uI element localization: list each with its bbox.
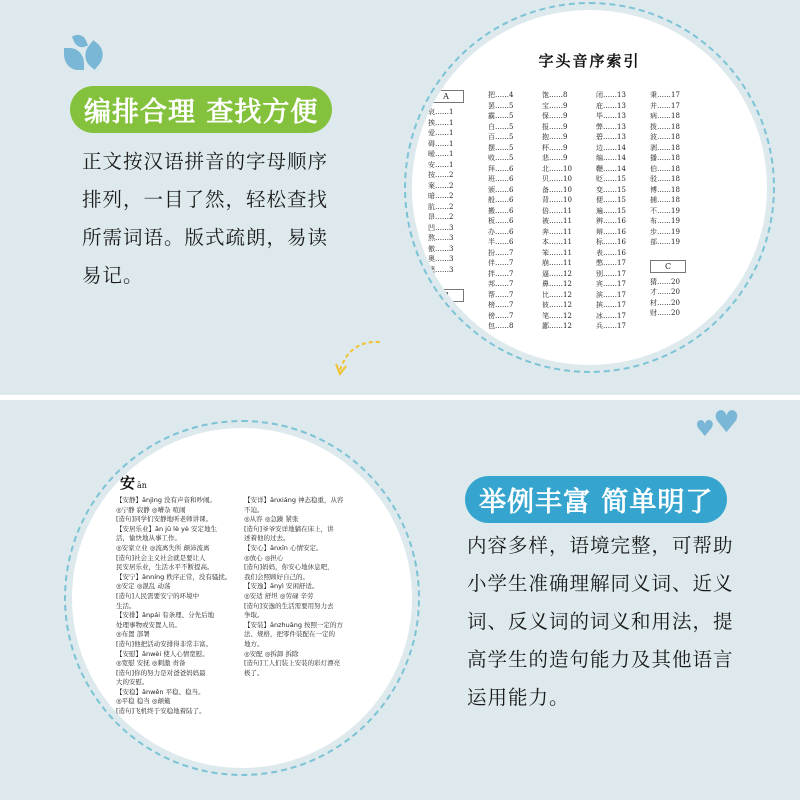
index-entry: 般……6: [488, 196, 514, 204]
index-entry: 爱……1: [428, 129, 454, 137]
entry-page-sample: [72, 428, 412, 768]
index-entry: 辩……16: [596, 227, 626, 236]
index-letter-header: B: [428, 289, 464, 302]
entry-line: ◎安配 ◎拆卸 拆除: [244, 649, 299, 658]
index-entry: 剥……18: [650, 143, 680, 152]
entry-line: 极了。: [244, 668, 264, 677]
entry-line: [造句]同学们安静地听老师讲课。: [116, 515, 213, 524]
index-entry: 播……18: [650, 154, 680, 162]
index-page-title: 字头音序索引: [538, 52, 641, 70]
entry-line: 【安逸】ānyì 安闲舒适。: [244, 582, 319, 591]
entry-line: 争取。: [244, 611, 264, 620]
index-letter-header: A: [428, 90, 464, 103]
index-entry: 步……19: [650, 227, 680, 236]
entry-line: 法、规格，把零件装配在一定的: [244, 630, 335, 639]
index-entry: 贬……15: [596, 175, 626, 183]
index-entry: 办……6: [488, 227, 514, 236]
index-entry: 败……5: [488, 154, 514, 162]
index-entry: 弊……13: [596, 122, 626, 131]
index-entry: 拌……7: [488, 269, 514, 278]
entry-line: 【安宁】ānníng 秩序正常，没有骚扰。: [116, 572, 232, 581]
index-entry: 宾……17: [596, 280, 626, 288]
index-entry: 搬……6: [488, 206, 514, 215]
index-entry: 边……14: [596, 143, 626, 152]
index-entry: 鞭……14: [596, 164, 626, 173]
entry-line: [造句]飞机终于安稳地着陆了。: [116, 707, 206, 716]
index-entry: 宝……9: [542, 101, 568, 110]
entry-line: ◎安家立业 ◎流离失所 颠沛流离: [116, 543, 210, 552]
index-entry: 材……20: [650, 298, 680, 307]
index-entry: 布……19: [650, 217, 680, 225]
entry-line: ◎平稳 稳当 ◎颠簸: [116, 697, 171, 706]
index-entry: 不……19: [650, 206, 680, 215]
entry-line: [造句]安逸的生活需要用努力去: [244, 601, 334, 610]
index-entry: 崩……11: [542, 259, 572, 267]
index-entry: 暗……2: [428, 192, 454, 200]
index-entry: 博……18: [650, 185, 680, 194]
index-entry: 冰……17: [596, 311, 626, 320]
arrow-decoration-icon: [330, 330, 390, 380]
index-entry: 奔……11: [542, 227, 572, 236]
heart-decoration-icon-large: ♥: [713, 405, 740, 440]
entry-line: [造句]工人们装上安装的彩灯漂亮: [244, 659, 341, 668]
index-entry: 凹……3: [428, 223, 454, 232]
entry-line: 我们会照顾好自己的。: [244, 572, 309, 581]
index-entry: 杯……9: [542, 143, 568, 152]
index-entry: 暧……1: [428, 150, 454, 158]
index-entry: 邦……7: [488, 280, 514, 288]
index-entry: 白……5: [488, 122, 514, 131]
entry-headword-pinyin: ān: [137, 481, 147, 490]
feature-description-examples: 内容多样，语境完整，可帮助小学生准确理解同义词、近义词、反义词的词义和用法，提高学生的造句能力及其他语言运用能力。: [467, 534, 734, 709]
index-entry: 被……11: [542, 217, 572, 225]
entry-line: ◎宁静 寂静 ◎嘈杂 喧闹: [116, 505, 186, 514]
index-entry: 拨……18: [650, 122, 680, 131]
index-entry: 包……8: [488, 322, 514, 330]
index-entry: 笨……11: [542, 248, 572, 257]
index-entry: 庇……13: [596, 101, 626, 110]
index-entry: 懊……3: [428, 265, 454, 274]
index-entry: 鄙……12: [542, 322, 572, 330]
index-entry: 猜……20: [650, 277, 680, 286]
index-column-3: [542, 90, 572, 332]
index-entry: 榜……7: [488, 301, 514, 309]
index-entry: 标……16: [596, 238, 626, 246]
index-entry: 半……6: [488, 238, 514, 246]
index-entry: 备……10: [542, 185, 572, 194]
index-entry: 安……1: [428, 160, 454, 169]
entry-line: 生活。: [116, 601, 136, 610]
leaf-decoration-icon: [60, 34, 110, 74]
index-entry: 按……2: [428, 171, 454, 179]
index-entry: 彼……12: [542, 301, 572, 309]
index-entry: 哀……1: [428, 108, 454, 116]
index-entry: 驳……18: [650, 175, 680, 183]
index-entry: 贝……10: [542, 175, 572, 183]
index-entry: 肮……2: [428, 202, 454, 211]
index-entry: 霸……5: [488, 112, 514, 120]
index-entry: 部……19: [650, 238, 680, 246]
index-entry: 憋……17: [596, 259, 626, 267]
index-entry: 并……17: [650, 101, 680, 110]
index-entry: 饱……8: [542, 91, 568, 99]
entry-line: [造句]妈妈，你安心地休息吧，: [244, 563, 334, 572]
entry-line: 民安居乐业，生活水平不断提高。: [116, 563, 214, 572]
entry-line: ◎安定 ◎混乱 动荡: [116, 582, 171, 591]
index-entry: 秉……17: [650, 91, 680, 99]
index-entry: 碧……13: [596, 133, 626, 141]
index-entry: 班……6: [488, 175, 514, 183]
index-entry: 笔……12: [542, 311, 572, 320]
entry-line: 述着他的过去。: [244, 534, 290, 543]
index-entry: 逼……12: [542, 269, 572, 278]
index-entry: 变……15: [596, 185, 626, 194]
index-entry: 本……11: [542, 238, 572, 246]
index-entry: 挨……1: [428, 118, 454, 127]
index-entry: 拜……6: [488, 164, 514, 173]
entry-line: 【安排】ānpái 有条理、分先后地: [116, 611, 215, 620]
index-entry: 便……15: [596, 196, 626, 204]
index-entry: 摈……17: [596, 301, 626, 309]
entry-line: [造句]你的努力是对爸爸妈妈最: [116, 668, 206, 677]
entry-line: [造句]爷爷安详地躺在床上，讲: [244, 524, 334, 533]
index-entry: 颁……6: [488, 185, 514, 194]
entry-column-left: [116, 496, 231, 717]
index-entry: 伴……7: [488, 259, 514, 267]
index-entry: 熬……3: [428, 234, 454, 242]
index-column-1: [428, 88, 464, 306]
entry-line: 处理事物或安置人员。: [116, 620, 181, 629]
entry-line: [造句]人民需要安宁的环境中: [116, 591, 200, 600]
index-entry: 扮……7: [488, 248, 514, 257]
entry-line: 活，愉快地从事工作。: [116, 534, 181, 543]
index-entry: 板……6: [488, 217, 514, 225]
index-entry: 碍……1: [428, 139, 454, 148]
index-entry: 毕……13: [596, 112, 626, 120]
index-entry: 编……14: [596, 154, 626, 162]
entry-line: [造句]他把活动安排得非常丰富。: [116, 639, 213, 648]
entry-line: 地方。: [244, 639, 264, 648]
index-entry: 罢……5: [488, 101, 514, 110]
index-entry: 帮……7: [488, 290, 514, 299]
feature-badge-examples: 举例丰富 简单明了: [465, 476, 727, 523]
index-entry: 报……9: [542, 122, 568, 131]
entry-line: ◎布置 部署: [116, 630, 150, 639]
index-entry: 波……18: [650, 133, 680, 141]
feature-badge-layout: 编排合理 查找方便: [70, 86, 332, 133]
heart-decoration-icon: ♥: [695, 417, 715, 442]
entry-line: 【安装】ānzhuāng 按照一定的方: [244, 620, 344, 629]
entry-line: 【安居乐业】ān jū lè yè 安定地生: [116, 524, 217, 533]
index-column-4: [596, 90, 626, 332]
index-entry: 把……4: [488, 91, 514, 99]
entry-line: 【安静】ānjìng 没有声音和吵闹。: [116, 496, 217, 504]
index-entry: 抱……9: [542, 133, 568, 141]
index-entry: 病……18: [650, 112, 680, 120]
entry-line: ◎放心 ◎担心: [244, 553, 284, 562]
index-entry: 比……12: [542, 290, 572, 299]
index-entry: 表……16: [596, 248, 626, 257]
entry-headword-char: 安: [120, 474, 136, 492]
entry-line: 【安详】ānxiáng 神态稳重，从容: [244, 496, 344, 504]
index-page-sample: [412, 10, 767, 365]
index-entry: 财……20: [650, 309, 680, 317]
index-entry: 伯……18: [650, 164, 680, 173]
entry-line: [造句]社会主义社会就是要让人: [116, 553, 206, 562]
entry-headword: [120, 472, 147, 493]
index-entry: 才……20: [650, 288, 680, 296]
index-entry: 别……17: [596, 269, 626, 278]
index-entry: 奥……3: [428, 255, 454, 263]
index-entry: 闭……13: [596, 91, 626, 99]
index-entry: 悲……9: [542, 154, 568, 162]
entry-line: ◎宽慰 安抚 ◎刺激 责备: [116, 659, 186, 668]
index-entry: 背……10: [542, 196, 572, 204]
entry-line: ◎从容 ◎急躁 紧张: [244, 515, 299, 524]
entry-line: 【安慰】ānwèi 使人心情宽慰。: [116, 649, 209, 658]
index-entry: 百……5: [488, 133, 514, 141]
index-entry: 辨……16: [596, 217, 626, 225]
entry-line: 大的安慰。: [116, 678, 149, 687]
index-entry: 北……10: [542, 164, 572, 173]
entry-line: ◎安适 舒坦 ◎劳碌 辛劳: [244, 591, 314, 600]
index-entry: 兵……17: [596, 322, 626, 330]
index-entry: 捕……18: [650, 196, 680, 204]
index-column-2: [488, 90, 513, 332]
index-entry: 保……9: [542, 112, 568, 120]
index-entry: 摆……5: [488, 143, 514, 152]
entry-line: 不迫。: [244, 505, 264, 514]
index-entry: 倍……11: [542, 206, 572, 215]
index-entry: 傍……7: [488, 311, 514, 320]
feature-description-layout: 正文按汉语拼音的字母顺序排列，一目了然，轻松查找所需词语。版式疏朗，易读易记。: [82, 150, 329, 287]
index-entry: 滨……17: [596, 290, 626, 299]
entry-column-right: [244, 496, 344, 678]
index-entry: 鼻……12: [542, 280, 572, 288]
index-entry: 案……2: [428, 181, 454, 190]
index-column-5: [650, 90, 686, 319]
index-entry: 傲……3: [428, 244, 454, 253]
entry-line: 【安心】ānxīn 心情安定。: [244, 543, 323, 552]
entry-line: 【安稳】ānwěn 平稳、稳当。: [116, 687, 205, 696]
index-entry: 遍……15: [596, 206, 626, 215]
index-entry: 昂……2: [428, 213, 454, 221]
index-letter-header: C: [650, 260, 686, 273]
